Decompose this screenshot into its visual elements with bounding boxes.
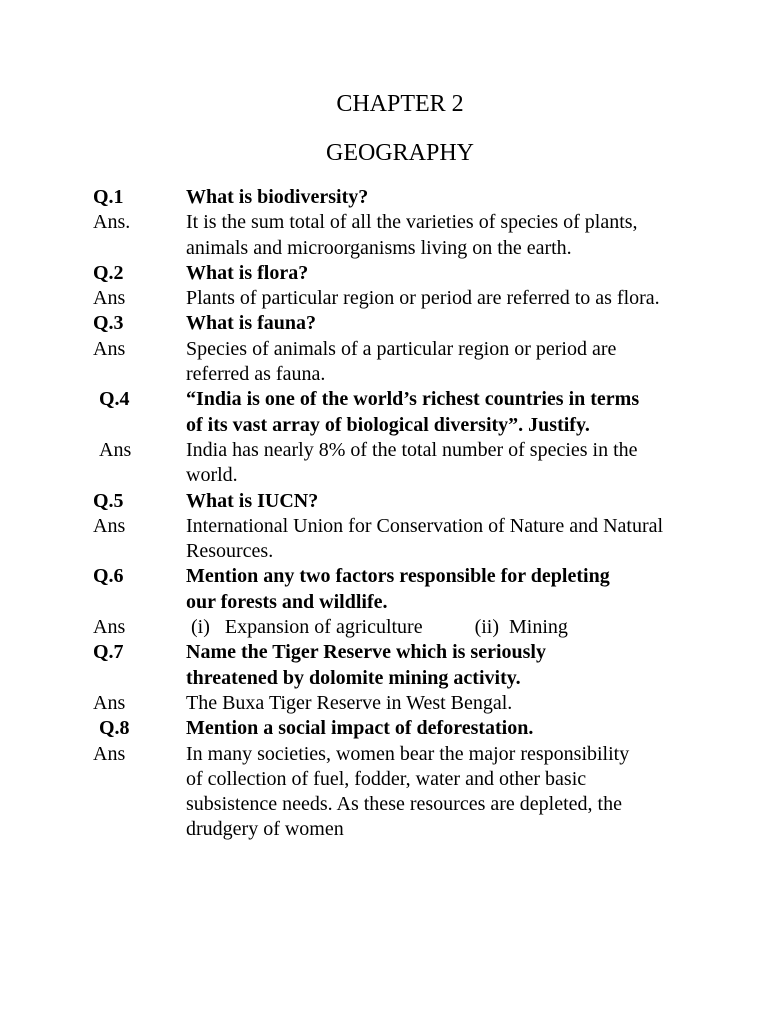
answer-label: Ans — [93, 742, 126, 765]
question-text: “India is one of the world’s richest countries in terms of its vast array of biological diversity”. Justify. — [186, 388, 640, 436]
answer-option-1: (i) Expansion of agriculture — [191, 616, 423, 639]
answer-label: Ans. — [93, 211, 131, 234]
answer-label: Ans — [93, 514, 126, 537]
question-label: Q.7 — [93, 641, 124, 664]
answer-1 — [0, 210, 768, 261]
question-label: Q.3 — [93, 312, 124, 335]
question-text: What is fauna? — [186, 312, 317, 335]
question-1 — [0, 185, 768, 210]
chapter-heading: CHAPTER 2 — [336, 91, 464, 117]
answer-label: Ans — [93, 616, 126, 639]
answer-text: Plants of particular region or period are referred to as flora. — [186, 287, 660, 310]
question-label: Q.5 — [93, 489, 124, 512]
question-text: What is biodiversity? — [186, 186, 369, 208]
answer-label: Ans — [93, 691, 126, 714]
answer-text: The Buxa Tiger Reserve in West Bengal. — [186, 691, 513, 714]
question-label: Q.2 — [93, 261, 124, 284]
answer-3 — [0, 337, 768, 388]
answer-7 — [0, 691, 768, 716]
answer-text: In many societies, women bear the major responsibility of collection of fuel, fodder, water and other basic subsistence needs. As these resources are depleted, the drudgery of women — [186, 742, 630, 841]
answer-text: International Union for Conservation of Nature and Natural Resources. — [186, 514, 664, 563]
question-6 — [0, 564, 768, 615]
question-7 — [0, 640, 768, 691]
question-label: Q.8 — [99, 717, 130, 740]
question-5 — [0, 489, 768, 514]
answer-8 — [0, 742, 768, 843]
question-4 — [0, 387, 768, 438]
question-text: What is flora? — [186, 261, 309, 284]
answer-2 — [0, 286, 768, 311]
answer-text: Species of animals of a particular region or period are referred as fauna. — [186, 337, 617, 386]
question-text: Mention any two factors responsible for depleting our forests and wildlife. — [186, 565, 610, 613]
question-label: Q.6 — [93, 565, 124, 588]
answer-text: It is the sum total of all the varieties of species of plants, animals and microorganisms living on the earth. — [186, 211, 638, 259]
question-text: Name the Tiger Reserve which is seriously threatened by dolomite mining activity. — [186, 641, 546, 689]
answer-label: Ans — [93, 337, 126, 360]
question-3 — [0, 311, 768, 336]
answer-5 — [0, 514, 768, 565]
answer-text: India has nearly 8% of the total number of species in the world. — [186, 438, 638, 487]
qa-list — [0, 185, 768, 843]
answer-label: Ans — [99, 438, 132, 461]
question-text: Mention a social impact of deforestation. — [186, 717, 534, 740]
question-label: Q.4 — [99, 388, 130, 411]
answer-label: Ans — [93, 287, 126, 310]
answer-4 — [0, 438, 768, 489]
answer-option-2: (ii) Mining — [474, 616, 568, 639]
question-label: Q.1 — [93, 186, 124, 208]
subject-heading: GEOGRAPHY — [325, 140, 474, 166]
question-text: What is IUCN? — [186, 489, 319, 512]
answer-6 — [0, 615, 768, 640]
question-8 — [0, 716, 768, 741]
answer-text — [186, 615, 671, 640]
question-2 — [0, 261, 768, 286]
